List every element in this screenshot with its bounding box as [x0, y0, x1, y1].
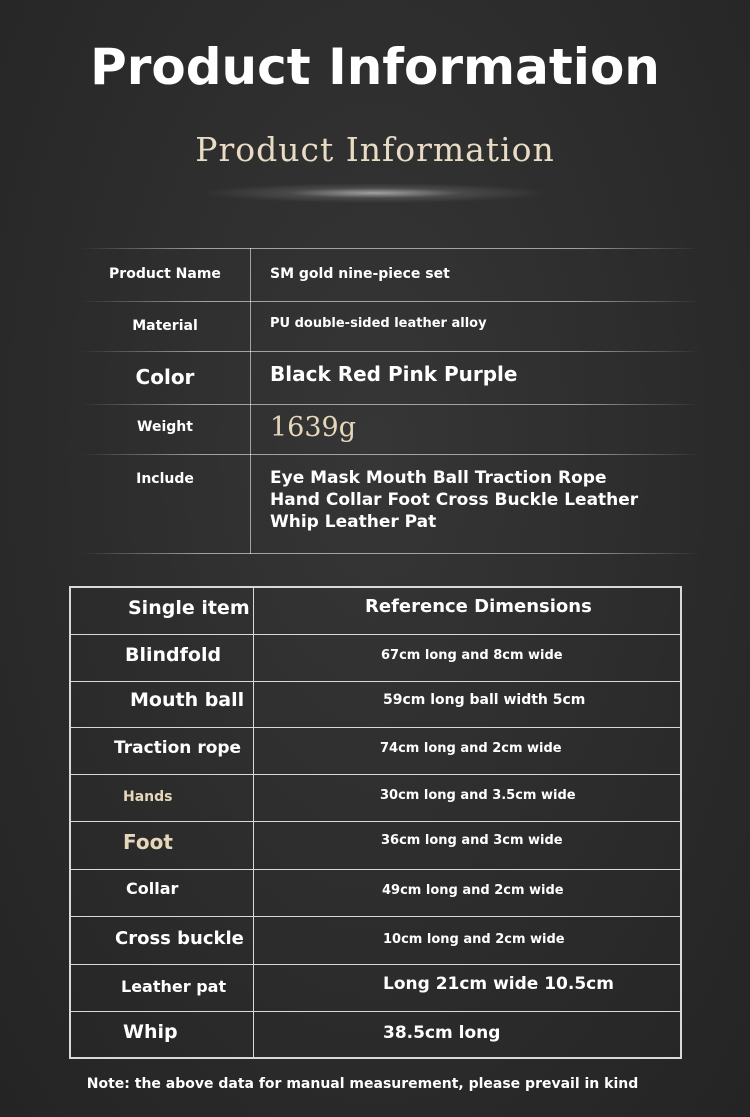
dims-value-mouth-ball: 59cm long ball width 5cm — [383, 692, 586, 708]
dims-header-dims: Reference Dimensions — [365, 596, 592, 617]
dims-value-hands: 30cm long and 3.5cm wide — [380, 788, 576, 803]
dims-value-whip: 38.5cm long — [383, 1023, 501, 1043]
dims-value-foot: 36cm long and 3cm wide — [381, 833, 563, 848]
info-value-include-line-1: Eye Mask Mouth Ball Traction Rope — [270, 468, 607, 488]
dims-item-hands: Hands — [123, 789, 173, 805]
info-label-include: Include — [136, 471, 194, 487]
dims-item-collar: Collar — [126, 879, 179, 898]
title-glow-divider — [200, 183, 550, 203]
measurement-note: Note: the above data for manual measurement, please prevail in kind — [86, 1076, 639, 1092]
dimensions-table — [69, 586, 682, 1059]
info-label-product-name: Product Name — [109, 266, 221, 282]
sub-title: Product Information — [195, 130, 555, 169]
dims-value-leather-pat: Long 21cm wide 10.5cm — [383, 974, 614, 994]
info-value-include-line-2: Hand Collar Foot Cross Buckle Leather — [270, 490, 639, 510]
dims-item-foot: Foot — [123, 830, 173, 854]
info-value-product-name: SM gold nine-piece set — [270, 266, 450, 282]
dims-item-blindfold: Blindfold — [125, 644, 222, 666]
info-value-weight: 1639g — [270, 412, 356, 443]
dims-value-traction-rope: 74cm long and 2cm wide — [380, 741, 562, 756]
dims-item-leather-pat: Leather pat — [121, 977, 227, 996]
dims-header-item: Single item — [128, 597, 250, 619]
dims-item-mouth-ball: Mouth ball — [130, 689, 245, 711]
info-value-color: Black Red Pink Purple — [270, 362, 518, 386]
main-title: Product Information — [90, 38, 660, 96]
product-info-table — [80, 248, 700, 554]
info-label-material: Material — [132, 318, 198, 334]
dims-value-blindfold: 67cm long and 8cm wide — [381, 648, 563, 663]
info-label-color: Color — [135, 365, 195, 389]
dims-value-collar: 49cm long and 2cm wide — [382, 883, 564, 898]
info-value-include-line-3: Whip Leather Pat — [270, 512, 437, 532]
info-value-material: PU double-sided leather alloy — [270, 316, 487, 331]
info-label-weight: Weight — [137, 419, 193, 435]
dims-value-cross-buckle: 10cm long and 2cm wide — [383, 932, 565, 947]
dims-item-traction-rope: Traction rope — [114, 738, 242, 758]
dims-item-whip: Whip — [123, 1021, 178, 1043]
dims-item-cross-buckle: Cross buckle — [115, 928, 244, 949]
